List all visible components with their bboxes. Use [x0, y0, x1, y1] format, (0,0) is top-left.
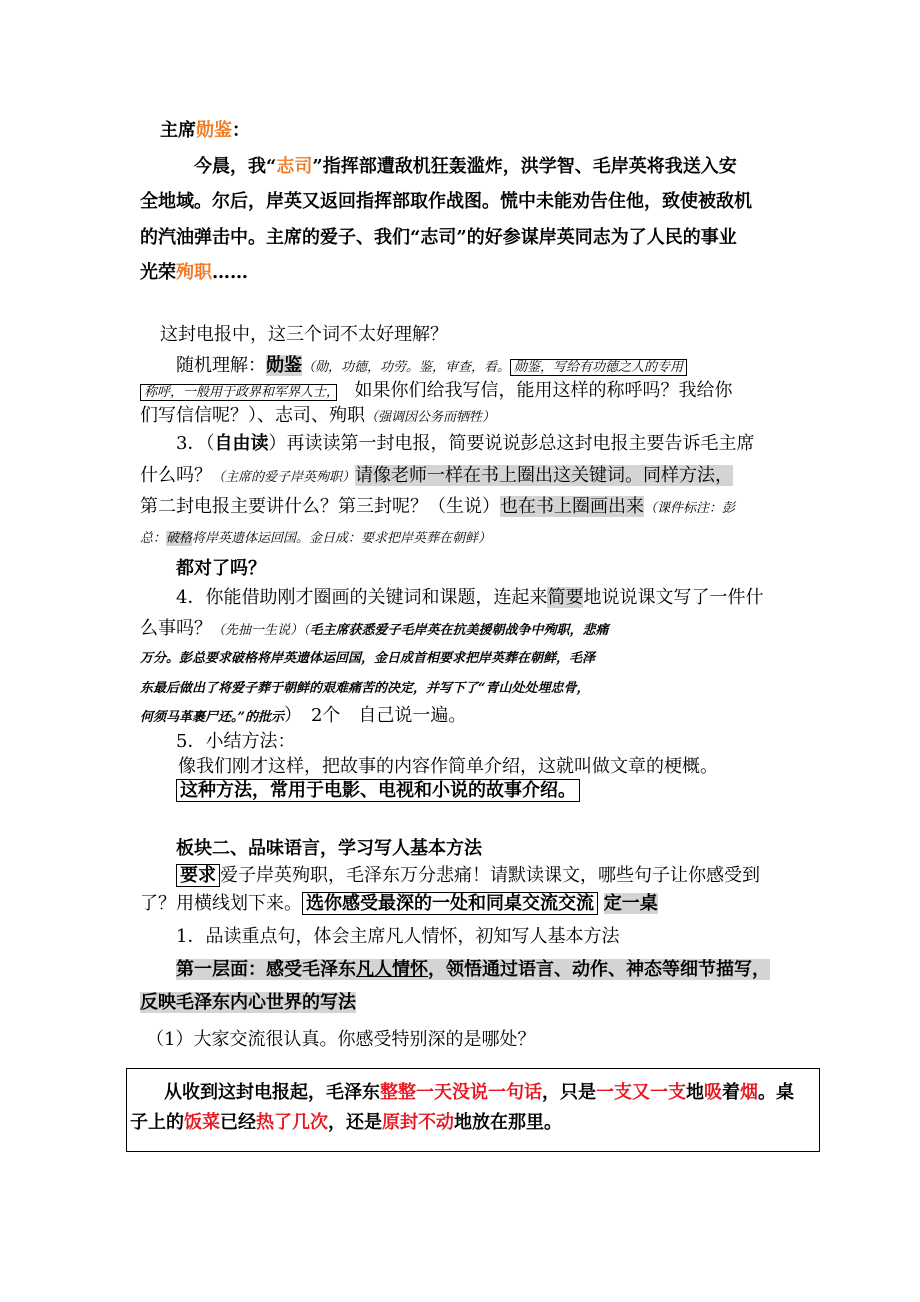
telegram-line-2: 全地域。尔后，岸英又返回指挥部取作战图。慌中未能劝告住他，致使被敌机: [140, 191, 752, 212]
text: 第二封电报主要讲什么？第三封呢？（生说）: [140, 496, 500, 517]
step4-line-2: [140, 618, 609, 642]
step4-line-1: [176, 587, 763, 609]
text: ”指挥部遭敌机狂轰滥炸，洪学智、毛岸英将我送入安: [312, 156, 737, 177]
step3-line-2: [140, 465, 733, 489]
text: 地放在那里。: [454, 1112, 562, 1133]
note-bold: 何须马革裹尸还。”的批示: [140, 710, 284, 725]
note-highlight: 破格: [166, 531, 193, 546]
telegram-salutation: [160, 120, 250, 142]
step3-line-4: [140, 526, 491, 550]
text-highlight: 简要: [547, 587, 584, 608]
text: 4．你能借助刚才圈画的关键词和课题，连起来: [176, 587, 548, 608]
text: ）再读读第一封电报，简要说说彭总这封电报主要告诉毛主席: [268, 433, 755, 454]
summary-text: 像我们刚才这样，把故事的内容作简单介绍，这就叫做文章的梗概。: [178, 756, 718, 777]
text: 主席: [160, 120, 196, 141]
text: 爱子岸英殉职，毛泽东万分悲痛！请默读课文，哪些句子让你感受到: [220, 865, 760, 886]
text: 什么吗？: [140, 465, 212, 486]
step5-title: 5．小结方法：: [176, 731, 296, 752]
text-highlight-underline: 凡人情怀: [356, 959, 428, 980]
boxed-note: 勋鉴，写给有功德之人的专用: [510, 359, 687, 376]
keyword-highlight: 勋鉴: [266, 355, 302, 376]
text: 随机理解：: [176, 355, 266, 376]
explanation-line-1: [176, 355, 687, 379]
text-highlight-orange: 志司: [276, 156, 313, 177]
explanation-line-3: [140, 405, 495, 429]
note-text: （先抽一生说）（: [212, 623, 310, 638]
text: 光荣: [140, 262, 176, 283]
text-highlight-orange: 勋鉴: [196, 120, 232, 141]
text-highlight: 定一桌: [603, 893, 658, 914]
quote-box: [126, 1068, 820, 1152]
telegram-line-4: [140, 262, 248, 284]
text-highlight: 第一层面：感受毛泽东: [176, 959, 356, 980]
text-red: 饭菜: [184, 1112, 220, 1133]
text: 子上的: [130, 1112, 184, 1133]
step3-line-1: [176, 433, 754, 455]
text: 地: [686, 1082, 704, 1103]
text: 么事吗？: [140, 618, 212, 639]
text-highlight: 反映毛泽东内心世界的写法: [140, 992, 356, 1013]
layer-line-2: [140, 992, 356, 1014]
text-highlight-orange: 殉职: [176, 262, 212, 283]
boxed-label: 要求: [176, 864, 220, 887]
text: 着: [722, 1082, 740, 1103]
note-text: （勋，功德，功劳。鉴，审查，看。: [302, 360, 511, 375]
quote-line-2: [130, 1112, 562, 1134]
explanation-line-2: [140, 380, 733, 404]
text: ……: [212, 262, 248, 283]
question-1: [146, 1029, 535, 1051]
text-highlight: 请像老师一样在书上圈出这关键词。同样方法，: [355, 465, 734, 486]
text-red: 原封不动: [382, 1112, 454, 1133]
step3-line-3: [140, 496, 735, 520]
text: 如果你们给我写信，能用这样的称呼吗？我给你: [354, 380, 733, 401]
question-text: 这封电报中，这三个词不太好理解？: [160, 324, 448, 345]
text-highlight: ，领悟通过语言、动作、神态等细节描写，: [428, 959, 770, 980]
text-red: 热了几次: [256, 1112, 328, 1133]
text-red: 吸: [704, 1082, 722, 1103]
requirement-line-1: [176, 865, 760, 887]
check-question: 都对了吗？: [176, 558, 266, 579]
boxed-text: 这种方法，常用于电影、电视和小说的故事介绍。: [176, 779, 580, 802]
note-text: （主席的爱子岸英殉职）: [212, 470, 356, 485]
text: 从收到这封电报起，毛泽东: [164, 1082, 380, 1103]
text: 。桌: [758, 1082, 794, 1103]
note-text: 总：: [140, 531, 167, 546]
text: 们写信信呢？）、志司、殉职: [140, 405, 365, 426]
note-text: （强调因公务而牺牲）: [365, 410, 496, 425]
text: ） 2个 自己说一遍。: [283, 705, 467, 726]
text: 今晨，我“: [194, 156, 277, 177]
step4-line-5: [140, 705, 466, 729]
note-text: （课件标注：彭: [644, 501, 736, 516]
text: 地说说课文写了一件什: [583, 587, 764, 608]
item-1: 1．品读重点句，体会主席凡人情怀，初知写人基本方法: [176, 926, 620, 947]
text: 大家交流很认真。你感受特别深的是哪处？: [193, 1029, 536, 1050]
telegram-line-3: 的汽油弹击中。主席的爱子、我们“志司”的好参谋岸英同志为了人民的事业: [140, 227, 737, 248]
note-text: 将岸英遗体运回国。金日成：要求把岸英葬在朝鲜）: [192, 531, 492, 546]
text: ，还是: [328, 1112, 382, 1133]
telegram-line-1: [194, 156, 737, 178]
summary-box: [176, 780, 580, 802]
text: （1）: [146, 1029, 194, 1050]
requirement-line-2: [140, 893, 658, 915]
boxed-note: 称呼，一般用于政界和军界人士，: [140, 384, 337, 401]
step4-line-3: 万分。彭总要求破格将岸英遗体运回国，金日成首相要求把岸英葬在朝鲜，毛泽: [140, 651, 596, 666]
text-red: 整整一天没说一句话: [380, 1082, 542, 1103]
layer-line-1: [176, 959, 770, 981]
text-red: 烟: [740, 1082, 758, 1103]
text-red: 一支又一支: [596, 1082, 686, 1103]
text-bold: 自由读: [214, 433, 269, 454]
text-highlight: 也在书上圈画出来: [500, 496, 644, 517]
step4-line-4: 东最后做出了将爱子葬于朝鲜的艰难痛苦的决定，并写下了“青山处处埋忠骨，: [140, 681, 590, 696]
text: ：: [232, 120, 250, 141]
boxed-text: 选你感受最深的一处和同桌交流交流: [302, 892, 598, 915]
text: ，只是: [542, 1082, 596, 1103]
note-bold: 毛主席获悉爱子毛岸英在抗美援朝战争中殉职，悲痛: [309, 623, 609, 638]
quote-line-1: [164, 1082, 794, 1104]
text: 了？用横线划下来。: [140, 893, 302, 914]
text: 已经: [220, 1112, 256, 1133]
section-title: 板块二、品味语言，学习写人基本方法: [176, 838, 482, 859]
text: 3．（: [176, 433, 215, 454]
